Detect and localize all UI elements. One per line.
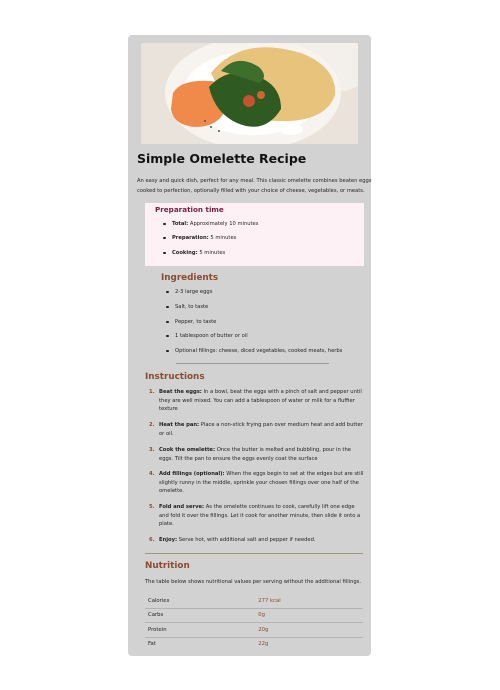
- step-number: 5.: [149, 504, 155, 510]
- bullet-icon: [163, 237, 166, 240]
- prep-item-value: 5 minutes: [199, 250, 226, 256]
- prep-item: [172, 250, 225, 256]
- table-row: [145, 594, 363, 608]
- ingredient-text: Salt, to taste: [175, 304, 209, 310]
- step-number: 4.: [149, 471, 155, 477]
- table-row: [145, 608, 363, 623]
- nutrient-value: 22g: [258, 641, 269, 648]
- section-divider: [176, 363, 329, 364]
- step-text: As the omelette continues to cook, carefully lift one edge and fold it over the fillings. Let it cook for another minute, then slide it onto a plate.: [159, 504, 361, 527]
- recipe-intro: An easy and quick dish, perfect for any meal. This classic omelette combines beaten eggs cooked to perfection, optionally filled with your choice of cheese, vegetables, or meats.: [137, 178, 372, 194]
- prep-item-label: Cooking:: [172, 250, 198, 256]
- step-text: In a bowl, beat the eggs with a pinch of salt and pepper until they are well mixed. You can add a tablespoon of water or milk for a fluffier texture: [159, 389, 362, 412]
- prep-item-label: Total:: [172, 221, 189, 227]
- prep-item: [172, 221, 258, 227]
- nutrient-name: Calories: [145, 594, 258, 608]
- bullet-icon: [166, 335, 169, 338]
- step-text: Serve hot, with additional salt and pepper if needed.: [178, 537, 316, 543]
- step-number: 1.: [149, 389, 155, 395]
- nutrient-value: 277 kcal: [258, 594, 363, 608]
- prep-item-value: 5 minutes: [210, 235, 237, 241]
- step-label: Heat the pan:: [159, 422, 200, 428]
- ingredient-text: Optional fillings: cheese, diced vegetables, cooked meats, herbs: [175, 348, 343, 354]
- ingredient-item: [175, 333, 248, 339]
- bullet-icon: [166, 291, 169, 294]
- nutrient-name: Protein: [145, 623, 258, 638]
- step-label: Fold and serve:: [159, 504, 205, 510]
- ingredient-item: [175, 289, 212, 295]
- step-label: Enjoy:: [159, 537, 178, 543]
- nutrition-heading: Nutrition: [145, 561, 190, 571]
- omelette-photo: [141, 43, 358, 144]
- bullet-icon: [166, 321, 169, 324]
- section-divider: [145, 553, 363, 554]
- ingredient-item: [175, 348, 342, 354]
- bullet-icon: [163, 223, 166, 226]
- nutrition-table: [145, 594, 363, 651]
- step-label: Beat the eggs:: [159, 389, 202, 395]
- step-label: Cook the omelette:: [159, 447, 216, 453]
- ingredient-item: [175, 304, 208, 310]
- table-row: [145, 637, 363, 651]
- ingredient-item: [175, 319, 216, 325]
- table-row: [145, 623, 363, 638]
- bullet-icon: [163, 252, 166, 255]
- nutrient-value: 0g: [258, 608, 363, 623]
- instruction-step: [149, 470, 364, 496]
- instruction-step: [149, 388, 364, 414]
- ingredient-text: 1 tablespoon of butter or oil: [175, 333, 248, 339]
- prep-item-value: Approximately 10 minutes: [189, 221, 259, 227]
- bullet-icon: [166, 306, 169, 309]
- nutrition-intro: The table below shows nutritional values per serving without the additional fillings.: [145, 579, 362, 585]
- instruction-step: [149, 503, 364, 529]
- ingredient-text: 2-3 large eggs: [175, 289, 213, 295]
- nutrient-name: Fat: [148, 641, 156, 648]
- ingredients-heading: Ingredients: [161, 273, 219, 283]
- ingredient-text: Pepper, to taste: [175, 319, 217, 325]
- bullet-icon: [166, 350, 169, 353]
- step-text: Once the butter is melted and bubbling, pour in the eggs. Tilt the pan to ensure the eggs evenly coat the surface: [159, 447, 351, 462]
- step-text: When the eggs begin to set at the edges but are still slightly runny in the middle, sprinkle your chosen fillings over one half of the omelette.: [159, 471, 364, 494]
- prep-item-label: Preparation:: [172, 235, 209, 241]
- nutrient-value: 20g: [258, 623, 363, 638]
- step-number: 2.: [149, 422, 155, 428]
- recipe-card: [128, 35, 371, 656]
- step-number: 6.: [149, 537, 155, 543]
- instruction-step: [149, 421, 364, 438]
- step-label: Add fillings (optional):: [159, 471, 225, 477]
- preparation-time-heading: Preparation time: [155, 205, 224, 214]
- step-text: Place a non-stick frying pan over medium heat and add butter or oil.: [159, 422, 363, 437]
- preparation-time-box: [145, 203, 364, 266]
- instruction-step: [149, 536, 364, 545]
- nutrient-name: Carbs: [145, 608, 258, 623]
- instructions-heading: Instructions: [145, 372, 205, 382]
- step-number: 3.: [149, 447, 155, 453]
- recipe-title: Simple Omelette Recipe: [137, 151, 307, 166]
- prep-item: [172, 235, 236, 241]
- instruction-step: [149, 446, 364, 463]
